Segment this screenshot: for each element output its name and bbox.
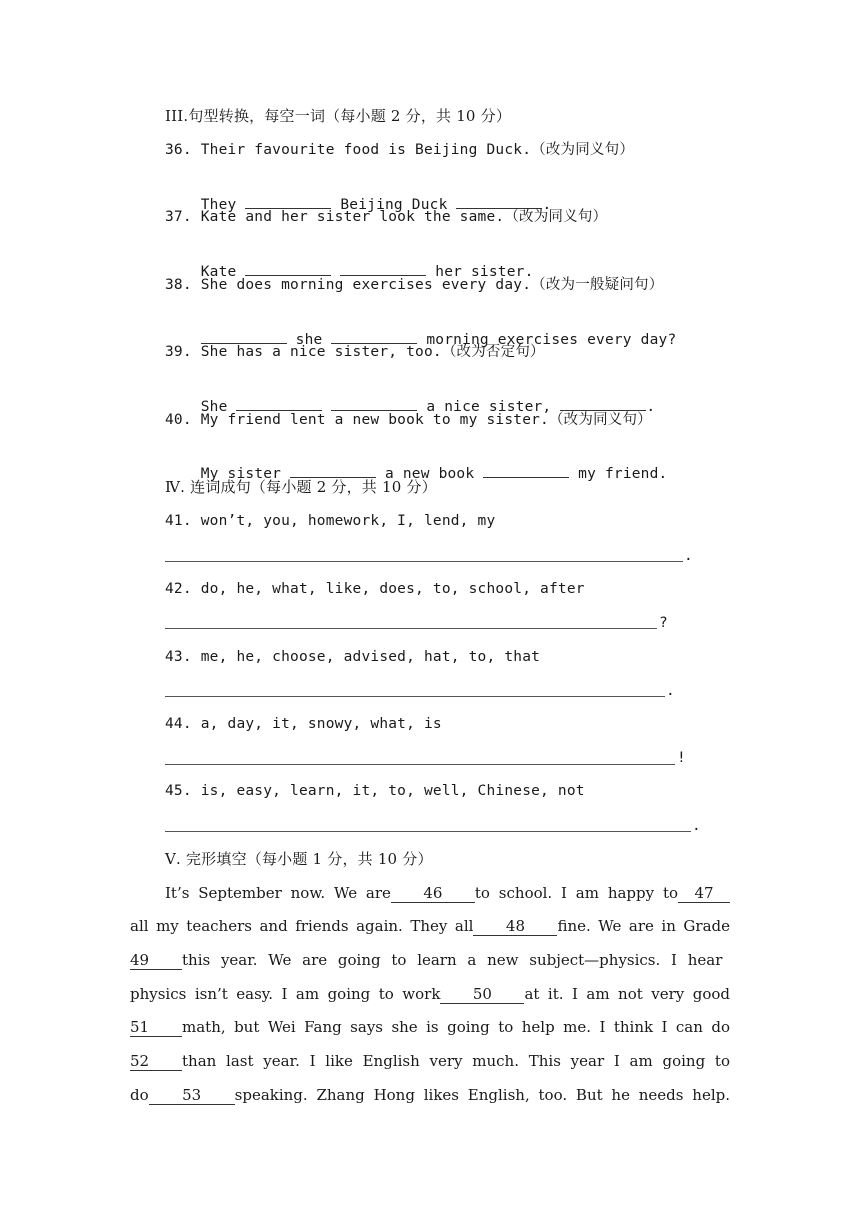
q39-prompt: 39. She has a nice sister, too.（改为否定句） <box>165 344 545 360</box>
q42-words: 42. do, he, what, like, does, to, school, after <box>165 581 585 597</box>
blank-number-50: 50 <box>472 985 492 1003</box>
q45-end: . <box>692 818 701 834</box>
blank-number-48: 48 <box>505 917 525 935</box>
cloze-text-4a: physics isn’t easy. I am going to work <box>130 985 441 1003</box>
cloze-text-7b: speaking. Zhang Hong likes English, too. But he needs help. <box>234 1086 730 1104</box>
cloze-line-1 <box>165 883 730 903</box>
q39-blank-2[interactable] <box>331 396 417 411</box>
q36-end: . <box>542 197 552 213</box>
q39-blank-3[interactable] <box>560 396 646 411</box>
cloze-blank-51[interactable] <box>130 1018 182 1037</box>
q40-blank-1[interactable] <box>290 463 376 478</box>
q41-end: . <box>684 548 693 564</box>
blank-number-49: 49 <box>130 951 150 969</box>
q36-prompt: 36. Their favourite food is Beijing Duck.（改为同义句） <box>165 142 635 158</box>
q42-answer-rule[interactable] <box>165 628 657 629</box>
q37-text-a: Kate <box>200 264 237 280</box>
q44-end: ! <box>677 750 686 766</box>
q42-end: ? <box>659 615 668 631</box>
blank-number-53: 53 <box>182 1086 202 1104</box>
q43-answer-rule[interactable] <box>165 696 665 697</box>
q40-prompt: 40. My friend lent a new book to my sister.（改为同义句） <box>165 412 652 428</box>
cloze-blank-46[interactable] <box>391 884 475 903</box>
q41-words: 41. won’t, you, homework, I, lend, my <box>165 513 496 529</box>
cloze-line-7 <box>130 1085 730 1105</box>
cloze-text-1a: It’s September now. We are <box>165 884 391 902</box>
q38-text-a: she <box>295 332 323 348</box>
q37-blank-2[interactable] <box>340 261 426 276</box>
q36-text-b: Beijing Duck <box>340 197 448 213</box>
cloze-line-3 <box>130 950 722 970</box>
cloze-text-6b: than last year. I like English very much. This year I am going to <box>182 1052 730 1070</box>
cloze-text-1b: to school. I am happy to <box>474 884 678 902</box>
cloze-text-3b: this year. We are going to learn a new subject—physics. I hear <box>182 951 723 969</box>
q43-end: . <box>666 683 675 699</box>
cloze-line-2 <box>130 916 730 936</box>
cloze-text-2a: all my teachers and friends again. They all <box>130 917 474 935</box>
q36-text-a: They <box>200 197 237 213</box>
q41-answer-rule[interactable] <box>165 561 683 562</box>
q38-text-b: morning exercises every day? <box>426 332 677 348</box>
q40-blank-2[interactable] <box>483 463 569 478</box>
q37-text-b: her sister. <box>435 264 534 280</box>
q39-end: . <box>646 399 656 415</box>
cloze-text-2b: fine. We are in Grade <box>557 917 730 935</box>
section-5-heading: Ⅴ. 完形填空（每小题 1 分，共 10 分） <box>165 850 433 868</box>
cloze-blank-50[interactable] <box>440 985 524 1004</box>
section-3-heading: III.句型转换，每空一词（每小题 2 分，共 10 分） <box>165 107 512 125</box>
q37-prompt: 37. Kate and her sister look the same.（改为同义句） <box>165 209 608 225</box>
cloze-blank-48[interactable] <box>473 917 557 936</box>
q38-prompt: 38. She does morning exercises every day.（改为一般疑问句） <box>165 277 664 293</box>
q45-answer-rule[interactable] <box>165 831 691 832</box>
q40-text-a: My sister <box>200 466 282 482</box>
blank-number-52: 52 <box>130 1052 150 1070</box>
q44-words: 44. a, day, it, snowy, what, is <box>165 716 442 732</box>
cloze-blank-52[interactable] <box>130 1052 182 1071</box>
blank-number-46: 46 <box>423 884 443 902</box>
q39-blank-1[interactable] <box>236 396 322 411</box>
blank-number-47: 47 <box>694 884 714 902</box>
cloze-text-5b: math, but Wei Fang says she is going to help me. I think I can do <box>182 1018 730 1036</box>
q40-text-b: a new book <box>384 466 475 482</box>
cloze-line-4 <box>130 984 730 1004</box>
blank-number-51: 51 <box>130 1018 150 1036</box>
cloze-line-6 <box>130 1051 730 1071</box>
q39-text-a: She <box>200 399 228 415</box>
cloze-text-4b: at it. I am not very good <box>524 985 730 1003</box>
q39-text-b: a nice sister, <box>426 399 552 415</box>
cloze-blank-53[interactable] <box>149 1086 235 1105</box>
q40-text-c: my friend. <box>578 466 668 482</box>
cloze-line-5 <box>130 1017 730 1037</box>
q37-blank-1[interactable] <box>245 261 331 276</box>
section-4-heading: Ⅳ. 连词成句（每小题 2 分，共 10 分） <box>165 478 437 496</box>
q44-answer-rule[interactable] <box>165 764 675 765</box>
cloze-blank-49[interactable] <box>130 951 182 970</box>
q45-words: 45. is, easy, learn, it, to, well, Chinese, not <box>165 783 585 799</box>
cloze-text-7a: do <box>130 1086 149 1104</box>
cloze-blank-47[interactable] <box>678 884 730 903</box>
q43-words: 43. me, he, choose, advised, hat, to, that <box>165 649 541 665</box>
